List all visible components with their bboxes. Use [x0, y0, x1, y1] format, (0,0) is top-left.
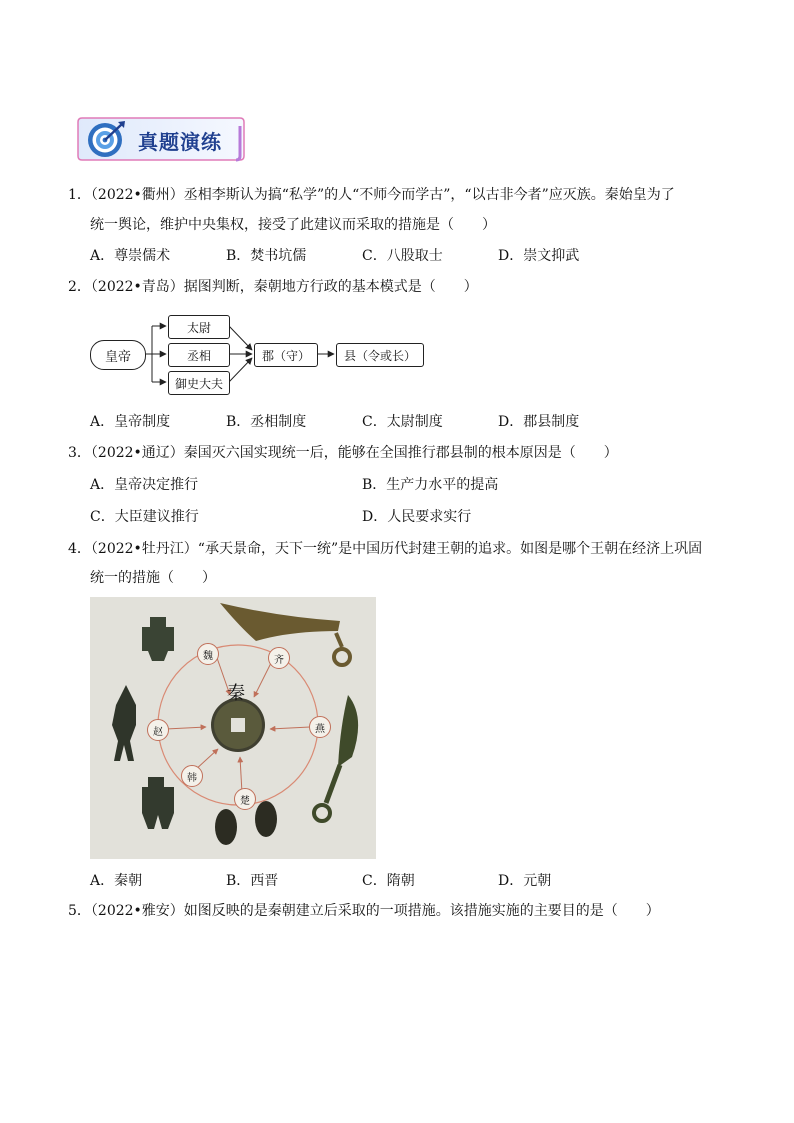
- q4-option-d[interactable]: D．元朝: [498, 873, 552, 889]
- q1-option-b[interactable]: B．焚书坑儒: [226, 248, 307, 264]
- jun-node: 郡（守）: [254, 343, 318, 367]
- question-1-line-1: 1．（2022•衢州）丞相李斯认为搞“私学”的人“不师今而学古”，“以古非今者”应灭族。秦始皇为了: [68, 187, 675, 203]
- q3-option-a[interactable]: A．皇帝决定推行: [90, 477, 199, 493]
- question-1-line-2: 统一舆论，维护中央集权，接受了此建议而采取的措施是（ ）: [90, 217, 496, 233]
- official-chengxiang: 丞相: [168, 343, 230, 367]
- official-yushidafu: 御史大夫: [168, 371, 230, 395]
- q2-option-d[interactable]: D．郡县制度: [498, 414, 580, 430]
- q1-option-c[interactable]: C．八股取士: [362, 248, 443, 264]
- state-wei: 魏: [197, 643, 219, 665]
- state-han: 韩: [181, 765, 203, 787]
- question-5-line-1: 5．（2022•雅安）如图反映的是秦朝建立后采取的一项措施。该措施实施的主要目的是（ ）: [68, 903, 660, 919]
- target-icon: [84, 118, 128, 160]
- emperor-node: 皇帝: [90, 340, 146, 370]
- question-4-line-1: 4．（2022•牡丹江）“承天景命，天下一统”是中国历代封建王朝的追求。如图是哪个王朝在经济上巩固: [68, 541, 703, 557]
- question-3-line-1: 3．（2022•通辽）秦国灭六国实现统一后，能够在全国推行郡县制的根本原因是（ ）: [68, 445, 618, 461]
- question-4-line-2: 统一的措施（ ）: [90, 570, 216, 586]
- section-title: 真题演练: [138, 130, 222, 154]
- q4-option-b[interactable]: B．西晋: [226, 873, 279, 889]
- q3-option-b[interactable]: B．生产力水平的提高: [362, 477, 499, 493]
- q2-option-b[interactable]: B．丞相制度: [226, 414, 307, 430]
- q3-option-c[interactable]: C．大臣建议推行: [90, 509, 199, 525]
- admin-diagram: [88, 312, 428, 394]
- q4-option-a[interactable]: A．秦朝: [90, 873, 143, 889]
- q3-option-d[interactable]: D．人民要求实行: [362, 509, 472, 525]
- qin-label: 秦: [227, 683, 245, 704]
- q4-option-c[interactable]: C．隋朝: [362, 873, 415, 889]
- q2-option-a[interactable]: A．皇帝制度: [90, 414, 171, 430]
- q2-option-c[interactable]: C．太尉制度: [362, 414, 443, 430]
- official-taiwei: 太尉: [168, 315, 230, 339]
- coin-illustration: [90, 597, 376, 859]
- state-chu: 楚: [234, 788, 256, 810]
- xian-node: 县（令或长）: [336, 343, 424, 367]
- question-2-line-1: 2．（2022•青岛）据图判断，秦朝地方行政的基本模式是（ ）: [68, 279, 478, 295]
- state-yan: 燕: [309, 716, 331, 738]
- state-zhao: 赵: [147, 719, 169, 741]
- q1-option-a[interactable]: A．尊崇儒术: [90, 248, 171, 264]
- currency-unification-photo: [90, 597, 376, 859]
- q1-option-d[interactable]: D．崇文抑武: [498, 248, 580, 264]
- state-qi: 齐: [268, 647, 290, 669]
